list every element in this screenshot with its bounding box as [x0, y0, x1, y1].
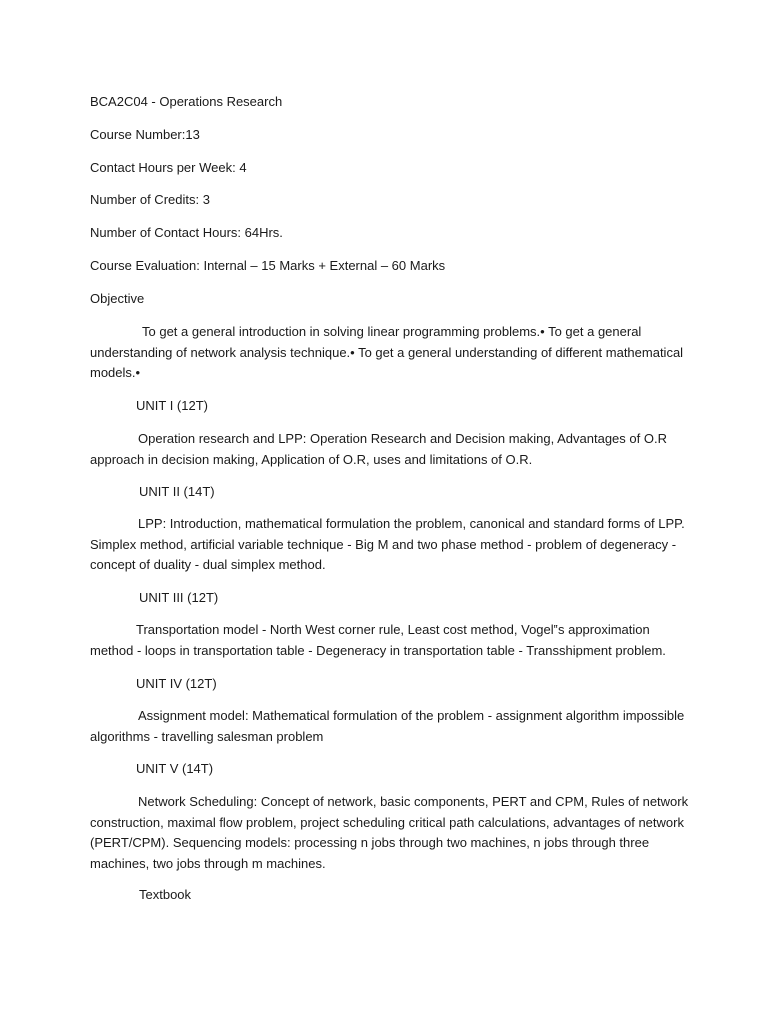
unit-4-title: UNIT IV (12T) [136, 676, 217, 691]
course-code-title: BCA2C04 - Operations Research [90, 94, 283, 109]
unit-2-title: UNIT II (14T) [139, 484, 215, 499]
unit-5-paragraph: Network Scheduling: Concept of network, basic components, PERT and CPM, Rules of network construction, maximal flow problem, project scheduling critical path calculations, advantages of network (PERT/CPM). Sequencing models: processing n jobs through two machines, n jobs through three machines, two jobs through m machines. [90, 794, 689, 871]
unit-3-title: UNIT III (12T) [139, 590, 219, 605]
unit-1-title: UNIT I (12T) [136, 398, 208, 413]
objective-heading: Objective [90, 291, 145, 306]
unit-2-paragraph: LPP: Introduction, mathematical formulation the problem, canonical and standard forms of LPP. Simplex method, artificial variable technique - Big M and two phase method - problem of degeneracy - concept of duality - dual simplex method. [90, 516, 685, 572]
unit-4-paragraph: Assignment model: Mathematical formulation of the problem - assignment algorithm impossible algorithms - travelling salesman problem [90, 708, 685, 744]
unit-1-paragraph: Operation research and LPP: Operation Research and Decision making, Advantages of O.R approach in decision making, Application of O.R, uses and limitations of O.R. [90, 431, 667, 467]
number-of-credits: Number of Credits: 3 [90, 192, 210, 207]
unit-3-paragraph: Transportation model - North West corner rule, Least cost method, Vogel‟s approximation method - loops in transportation table - Degeneracy in transportation table - Transshipment problem. [90, 622, 666, 658]
unit-5-title: UNIT V (14T) [136, 761, 214, 776]
course-evaluation: Course Evaluation: Internal – 15 Marks + External – 60 Marks [90, 258, 446, 273]
course-number: Course Number:13 [90, 127, 200, 142]
contact-hours-per-week: Contact Hours per Week: 4 [90, 160, 247, 175]
textbook-heading: Textbook [139, 887, 192, 902]
objective-paragraph: To get a general introduction in solving linear programming problems.• To get a general understanding of network analysis technique.• To get a general understanding of different mathematical models.• [90, 324, 684, 380]
number-of-contact-hours: Number of Contact Hours: 64Hrs. [90, 225, 283, 240]
